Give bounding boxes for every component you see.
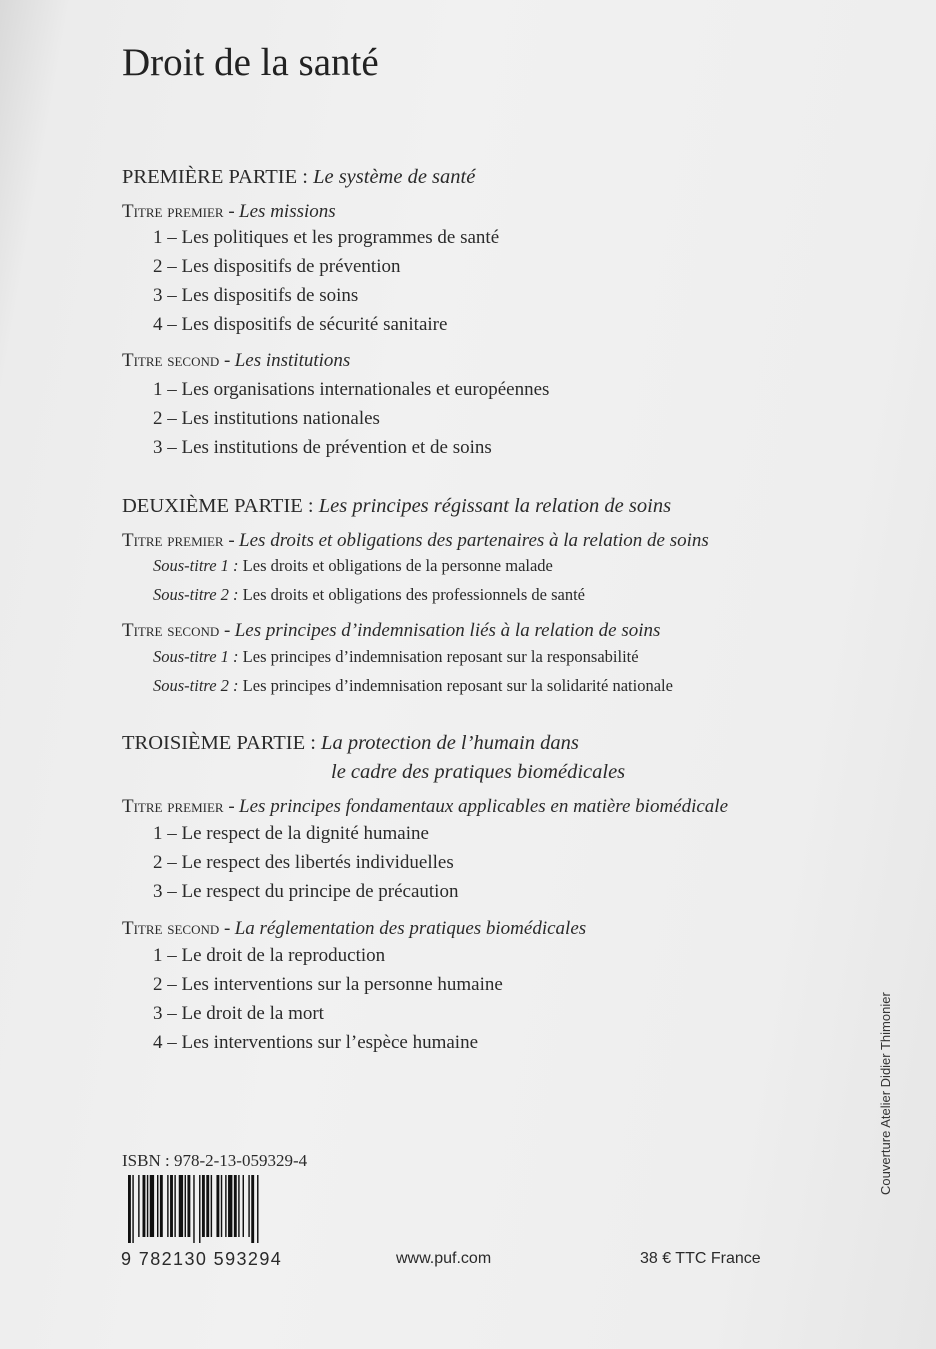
subtitle-row — [153, 676, 673, 696]
subtitle-text: Les principes d’indemnisation reposant sur la responsabilité — [242, 647, 639, 666]
part-1-label: PREMIÈRE PARTIE : — [122, 166, 308, 188]
titre-label: Titre premier - — [122, 796, 235, 817]
titre-label: Titre premier - — [122, 201, 235, 222]
part-3-title-continued: le cadre des pratiques biomédicales — [331, 761, 626, 783]
publisher-website: www.puf.com — [396, 1250, 492, 1267]
list-item: 1 – Le droit de la reproduction — [153, 945, 386, 966]
book-title: Droit de la santé — [122, 41, 379, 84]
part-2-heading — [122, 495, 671, 518]
part-2-titre-2 — [122, 620, 660, 642]
part-1-title: Le système de santé — [313, 166, 476, 188]
titre-title: Les institutions — [234, 350, 351, 371]
titre-label: Titre second - — [122, 620, 231, 641]
subtitle-label: Sous-titre 1 : — [153, 556, 239, 575]
list-item: 2 – Les interventions sur la personne humaine — [153, 974, 503, 995]
part-3-heading — [122, 732, 579, 755]
subtitle-row — [153, 556, 553, 576]
titre-title: Les principes fondamentaux applicables en matière biomédicale — [239, 796, 729, 817]
part-3-titre-1 — [122, 796, 728, 818]
titre-title: Les droits et obligations des partenaires à la relation de soins — [239, 530, 709, 551]
barcode-image — [128, 1175, 304, 1243]
subtitle-label: Sous-titre 2 : — [153, 676, 239, 695]
subtitle-text: Les droits et obligations des professionnels de santé — [242, 585, 585, 604]
titre-title: Les missions — [239, 201, 336, 222]
list-item: 2 – Le respect des libertés individuelles — [153, 852, 454, 873]
price: 38 € TTC France — [640, 1250, 761, 1267]
isbn: ISBN : 978-2-13-059329-4 — [122, 1151, 308, 1170]
part-1-heading — [122, 166, 475, 189]
subtitle-label: Sous-titre 1 : — [153, 647, 239, 666]
list-item: 3 – Les institutions de prévention et de soins — [153, 437, 492, 458]
subtitle-row — [153, 585, 585, 605]
list-item: 3 – Les dispositifs de soins — [153, 285, 359, 306]
list-item: 1 – Le respect de la dignité humaine — [153, 823, 429, 844]
list-item: 1 – Les politiques et les programmes de santé — [153, 227, 500, 248]
cover-credit-text: Couverture Atelier Didier Thimonier — [878, 992, 893, 1195]
titre-label: Titre second - — [122, 350, 231, 371]
part-3-title-line-2 — [331, 761, 625, 784]
list-item: 4 – Les dispositifs de sécurité sanitaire — [153, 314, 448, 335]
subtitle-text: Les principes d’indemnisation reposant sur la solidarité nationale — [242, 676, 673, 695]
list-item: 4 – Les interventions sur l’espèce humaine — [153, 1032, 479, 1053]
part-3-titre-2 — [122, 918, 586, 940]
subtitle-label: Sous-titre 2 : — [153, 585, 239, 604]
part-3-label: TROISIÈME PARTIE : — [122, 732, 316, 754]
subtitle-row — [153, 647, 639, 667]
list-item: 3 – Le droit de la mort — [153, 1003, 324, 1024]
list-item: 2 – Les dispositifs de prévention — [153, 256, 401, 277]
subtitle-text: Les droits et obligations de la personne malade — [242, 556, 553, 575]
list-item: 1 – Les organisations internationales et européennes — [153, 379, 550, 400]
part-2-titre-1 — [122, 530, 709, 552]
list-item: 2 – Les institutions nationales — [153, 408, 380, 429]
titre-title: Les principes d’indemnisation liés à la relation de soins — [234, 620, 661, 641]
titre-label: Titre premier - — [122, 530, 235, 551]
part-2-title: Les principes régissant la relation de soins — [318, 495, 672, 517]
list-item: 3 – Le respect du principe de précaution — [153, 881, 459, 902]
part-3-title-line-1: La protection de l’humain dans — [321, 732, 579, 754]
cover-credit — [878, 955, 902, 1195]
part-2-label: DEUXIÈME PARTIE : — [122, 495, 314, 517]
part-1-titre-2 — [122, 350, 350, 372]
titre-title: La réglementation des pratiques biomédicales — [234, 918, 587, 939]
part-1-titre-1 — [122, 201, 336, 223]
titre-label: Titre second - — [122, 918, 231, 939]
barcode-number: 9 782130 593294 — [121, 1249, 283, 1269]
